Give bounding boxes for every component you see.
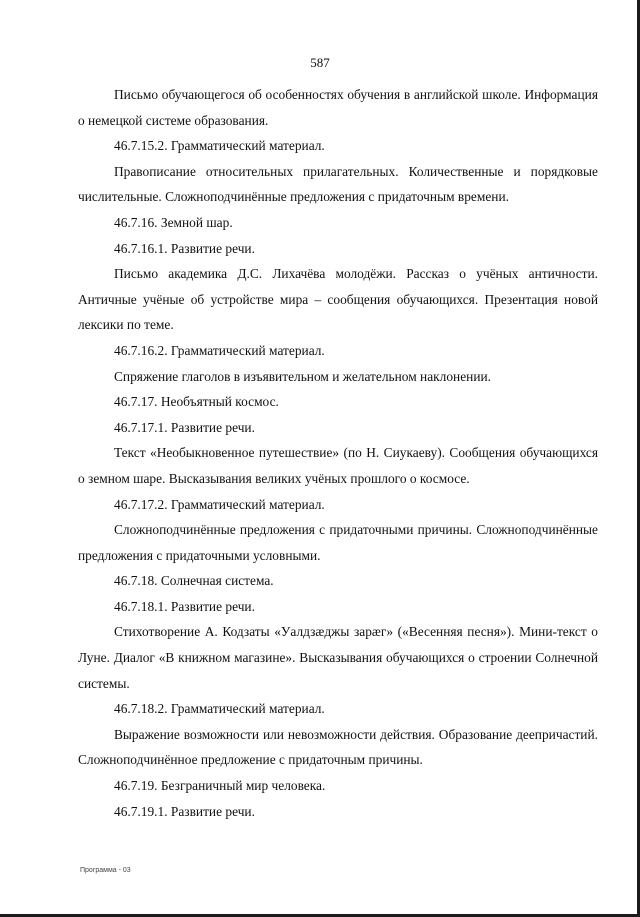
page-footer: Программа - 03 <box>80 867 131 874</box>
heading-46-7-19: 46.7.19. Безграничный мир человека. <box>114 778 326 794</box>
paragraph-spelling: Правописание относительных прилагательных. Количественные и порядковые числительные. Сложноподчинённые предложения с придаточным времени. <box>78 163 598 205</box>
paragraph-possibility: Выражение возможности или невозможности действия. Образование деепричастий. Сложноподчинённое предложение с придаточным причины. <box>78 726 598 768</box>
heading-46-7-17: 46.7.17. Необъятный космос. <box>114 394 279 410</box>
heading-46-7-15-2: 46.7.15.2. Грамматический материал. <box>114 138 325 154</box>
heading-46-7-18-1: 46.7.18.1. Развитие речи. <box>114 598 255 614</box>
paragraph-journey-text: Текст «Необыкновенное путешествие» (по Н. Сиукаеву). Сообщения обучающихся о земном шаре. Высказывания великих учёных прошлого о космосе. <box>78 445 598 486</box>
heading-46-7-19-1: 46.7.19.1. Развитие речи. <box>114 803 255 819</box>
page-number: 587 <box>310 55 330 70</box>
paragraph-letter: Письмо обучающегося об особенностях обучения в английской школе. Информация о немецкой системе образования. <box>78 87 598 128</box>
page-content <box>78 82 598 824</box>
paragraph-complex-sentences: Сложноподчинённые предложения с придаточными причины. Сложноподчинённые предложения с придаточными условными. <box>78 522 598 563</box>
heading-46-7-18-2: 46.7.18.2. Грамматический материал. <box>114 701 325 717</box>
heading-46-7-16: 46.7.16. Земной шар. <box>114 214 233 230</box>
heading-46-7-17-1: 46.7.17.1. Развитие речи. <box>114 419 255 435</box>
heading-46-7-16-1: 46.7.16.1. Развитие речи. <box>114 240 255 256</box>
paragraph-conjugation: Спряжение глаголов в изъявительном и желательном наклонении. <box>114 368 492 384</box>
heading-46-7-18: 46.7.18. Солнечная система. <box>114 573 274 589</box>
heading-46-7-17-2: 46.7.17.2. Грамматический материал. <box>114 496 325 512</box>
paragraph-poem: Стихотворение А. Кодзаты «Уалдзæджы зарæг» («Весенняя песня»). Мини-текст о Луне. Диалог «В книжном магазине». Высказывания обучающихся о строении Солнечной системы. <box>78 624 598 691</box>
heading-46-7-16-2: 46.7.16.2. Грамматический материал. <box>114 342 325 358</box>
paragraph-likhachev: Письмо академика Д.С. Лихачёва молодёжи. Рассказ о учёных античности. Античные учёные об устройстве мира – сообщения обучающихся. Презентация новой лексики по теме. <box>78 266 598 333</box>
